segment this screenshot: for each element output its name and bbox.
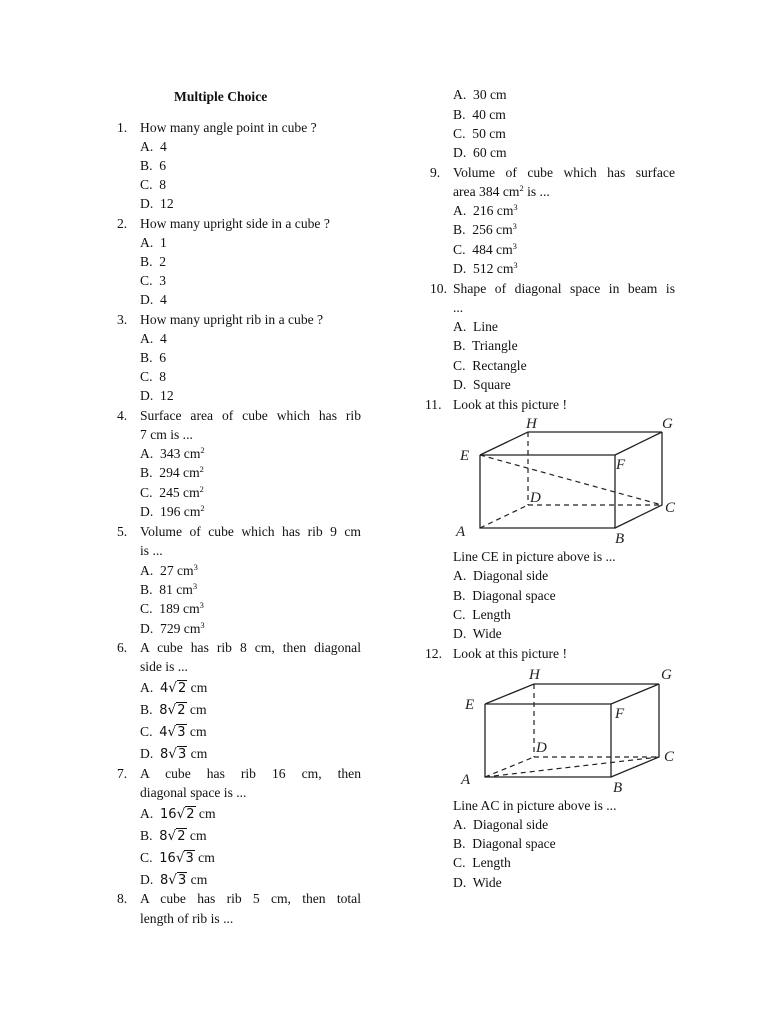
- question-text: Shape of diagonal space in beam is: [453, 281, 675, 296]
- question-text: A cube has rib 16 cm, then: [140, 766, 361, 781]
- cuboid-figure-ce-lines: [450, 412, 690, 548]
- question-number: 3.: [117, 312, 128, 327]
- question-number: 11.: [425, 397, 442, 412]
- option-d[interactable]: D. 196 $cm^2$: [140, 503, 205, 519]
- option-a[interactable]: A. Diagonal side: [453, 568, 549, 583]
- question-text: How many angle point in cube ?: [140, 120, 317, 135]
- option-c[interactable]: C. 8: [140, 369, 167, 384]
- figure-caption: Line CE in picture above is ...: [453, 549, 616, 564]
- diagonal-ac: [485, 757, 659, 777]
- label-f: F: [615, 706, 625, 722]
- question-text-cont: area 384 $cm^2$ is ...: [453, 183, 550, 199]
- option-a[interactable]: A. 27 $cm^3$: [140, 562, 198, 578]
- top-face: [485, 684, 659, 704]
- question-text-cont: diagonal space is ...: [140, 785, 247, 800]
- option-b[interactable]: B. 294 $cm^2$: [140, 464, 204, 480]
- hidden-edge-ad: [485, 757, 534, 777]
- question-text-cont: ...: [453, 300, 464, 315]
- right-face: [611, 684, 659, 777]
- option-c[interactable]: C. 189 $cm^3$: [140, 600, 204, 616]
- option-b[interactable]: B. 81 $cm^3$: [140, 581, 198, 597]
- question-text-cont: side is ...: [140, 659, 188, 674]
- option-b[interactable]: B. Diagonal space: [453, 588, 556, 603]
- label-e: E: [460, 448, 470, 464]
- option-c[interactable]: C. 245 $cm^2$: [140, 484, 204, 500]
- option-a[interactable]: A. 4√2 cm: [140, 680, 208, 696]
- label-d: D: [530, 490, 541, 506]
- option-d[interactable]: D. Wide: [453, 626, 502, 641]
- question-number: 4.: [117, 408, 128, 423]
- question-number: 1.: [117, 120, 128, 135]
- question-number: 8.: [117, 891, 128, 906]
- option-b[interactable]: B. 6: [140, 350, 167, 365]
- option-d[interactable]: D. Square: [453, 377, 511, 392]
- question-text-cont: 7 cm is ...: [140, 427, 193, 442]
- option-d[interactable]: D. 60 cm: [453, 145, 507, 160]
- label-b: B: [613, 780, 623, 796]
- cuboid-figure-ac: [455, 662, 695, 798]
- label-c: C: [664, 749, 675, 765]
- label-e: E: [465, 697, 475, 713]
- option-b[interactable]: B. 8√2 cm: [140, 828, 207, 844]
- option-b[interactable]: B. 256 $cm^3$: [453, 221, 517, 237]
- option-c[interactable]: C. 16√3 cm: [140, 850, 215, 866]
- option-a[interactable]: A. 216 $cm^3$: [453, 202, 518, 218]
- label-d: D: [536, 740, 547, 756]
- label-c: C: [665, 500, 676, 516]
- option-a[interactable]: A. 4: [140, 139, 167, 154]
- option-a[interactable]: A. Line: [453, 319, 498, 334]
- question-number: 7.: [117, 766, 128, 781]
- question-text: Volume of cube which has surface: [453, 165, 675, 180]
- label-g: G: [661, 667, 672, 683]
- option-a[interactable]: A. Diagonal side: [453, 817, 549, 832]
- question-number: 9.: [430, 165, 441, 180]
- option-b[interactable]: B. 8√2 cm: [140, 702, 207, 718]
- page-title: Multiple Choice: [174, 89, 268, 104]
- option-c[interactable]: C. 3: [140, 273, 167, 288]
- question-text: How many upright rib in a cube ?: [140, 312, 324, 327]
- label-f: F: [616, 457, 626, 473]
- option-d[interactable]: D. 4: [140, 292, 167, 307]
- option-d[interactable]: D. 512 $cm^3$: [453, 260, 518, 276]
- label-a: A: [461, 772, 471, 788]
- option-a[interactable]: A. 1: [140, 235, 167, 250]
- option-c[interactable]: C. 8: [140, 177, 167, 192]
- question-number: 6.: [117, 640, 128, 655]
- option-b[interactable]: B. Triangle: [453, 338, 518, 353]
- option-c[interactable]: C. 4√3 cm: [140, 724, 207, 740]
- option-c[interactable]: C. 50 cm: [453, 126, 506, 141]
- question-text: A cube has rib 5 cm, then total: [140, 891, 361, 906]
- question-number: 2.: [117, 216, 128, 231]
- question-text: Volume of cube which has rib 9 cm: [140, 524, 361, 539]
- option-d[interactable]: D. 8√3 cm: [140, 872, 208, 888]
- question-text: Look at this picture !: [453, 646, 568, 661]
- option-a[interactable]: A. 16√2 cm: [140, 806, 216, 822]
- question-text: Look at this picture !: [453, 397, 568, 412]
- option-d[interactable]: D. 12: [140, 196, 174, 211]
- option-a[interactable]: A. 4: [140, 331, 167, 346]
- question-text: How many upright side in a cube ?: [140, 216, 330, 231]
- label-h: H: [526, 416, 537, 432]
- question-text-cont: length of rib is ...: [140, 911, 234, 926]
- question-text-cont: is ...: [140, 543, 163, 558]
- figure-caption: Line AC in picture above is ...: [453, 798, 617, 813]
- front-face: [485, 704, 611, 777]
- label-g: G: [662, 416, 673, 432]
- option-a[interactable]: A. 343 $cm^2$: [140, 445, 205, 461]
- option-b[interactable]: B. 2: [140, 254, 167, 269]
- option-b[interactable]: B. 6: [140, 158, 167, 173]
- label-b: B: [615, 531, 625, 547]
- option-d[interactable]: D. 8√3 cm: [140, 746, 208, 762]
- option-c[interactable]: C. Rectangle: [453, 358, 527, 373]
- option-c[interactable]: C. 484 $cm^3$: [453, 241, 517, 257]
- option-c[interactable]: C. Length: [453, 855, 511, 870]
- label-h: H: [529, 667, 540, 683]
- option-d[interactable]: D. Wide: [453, 875, 502, 890]
- option-a[interactable]: A. 30 cm: [453, 87, 507, 102]
- option-d[interactable]: D. 729 $cm^3$: [140, 620, 205, 636]
- question-text: A cube has rib 8 cm, then diagonal: [140, 640, 361, 655]
- question-number: 12.: [425, 646, 442, 661]
- option-b[interactable]: B. Diagonal space: [453, 836, 556, 851]
- question-number: 5.: [117, 524, 128, 539]
- question-text: Surface area of cube which has rib: [140, 408, 361, 423]
- option-d[interactable]: D. 12: [140, 388, 174, 403]
- option-b[interactable]: B. 40 cm: [453, 107, 506, 122]
- question-number: 10.: [430, 281, 447, 296]
- label-a: A: [456, 524, 466, 540]
- option-c[interactable]: C. Length: [453, 607, 511, 622]
